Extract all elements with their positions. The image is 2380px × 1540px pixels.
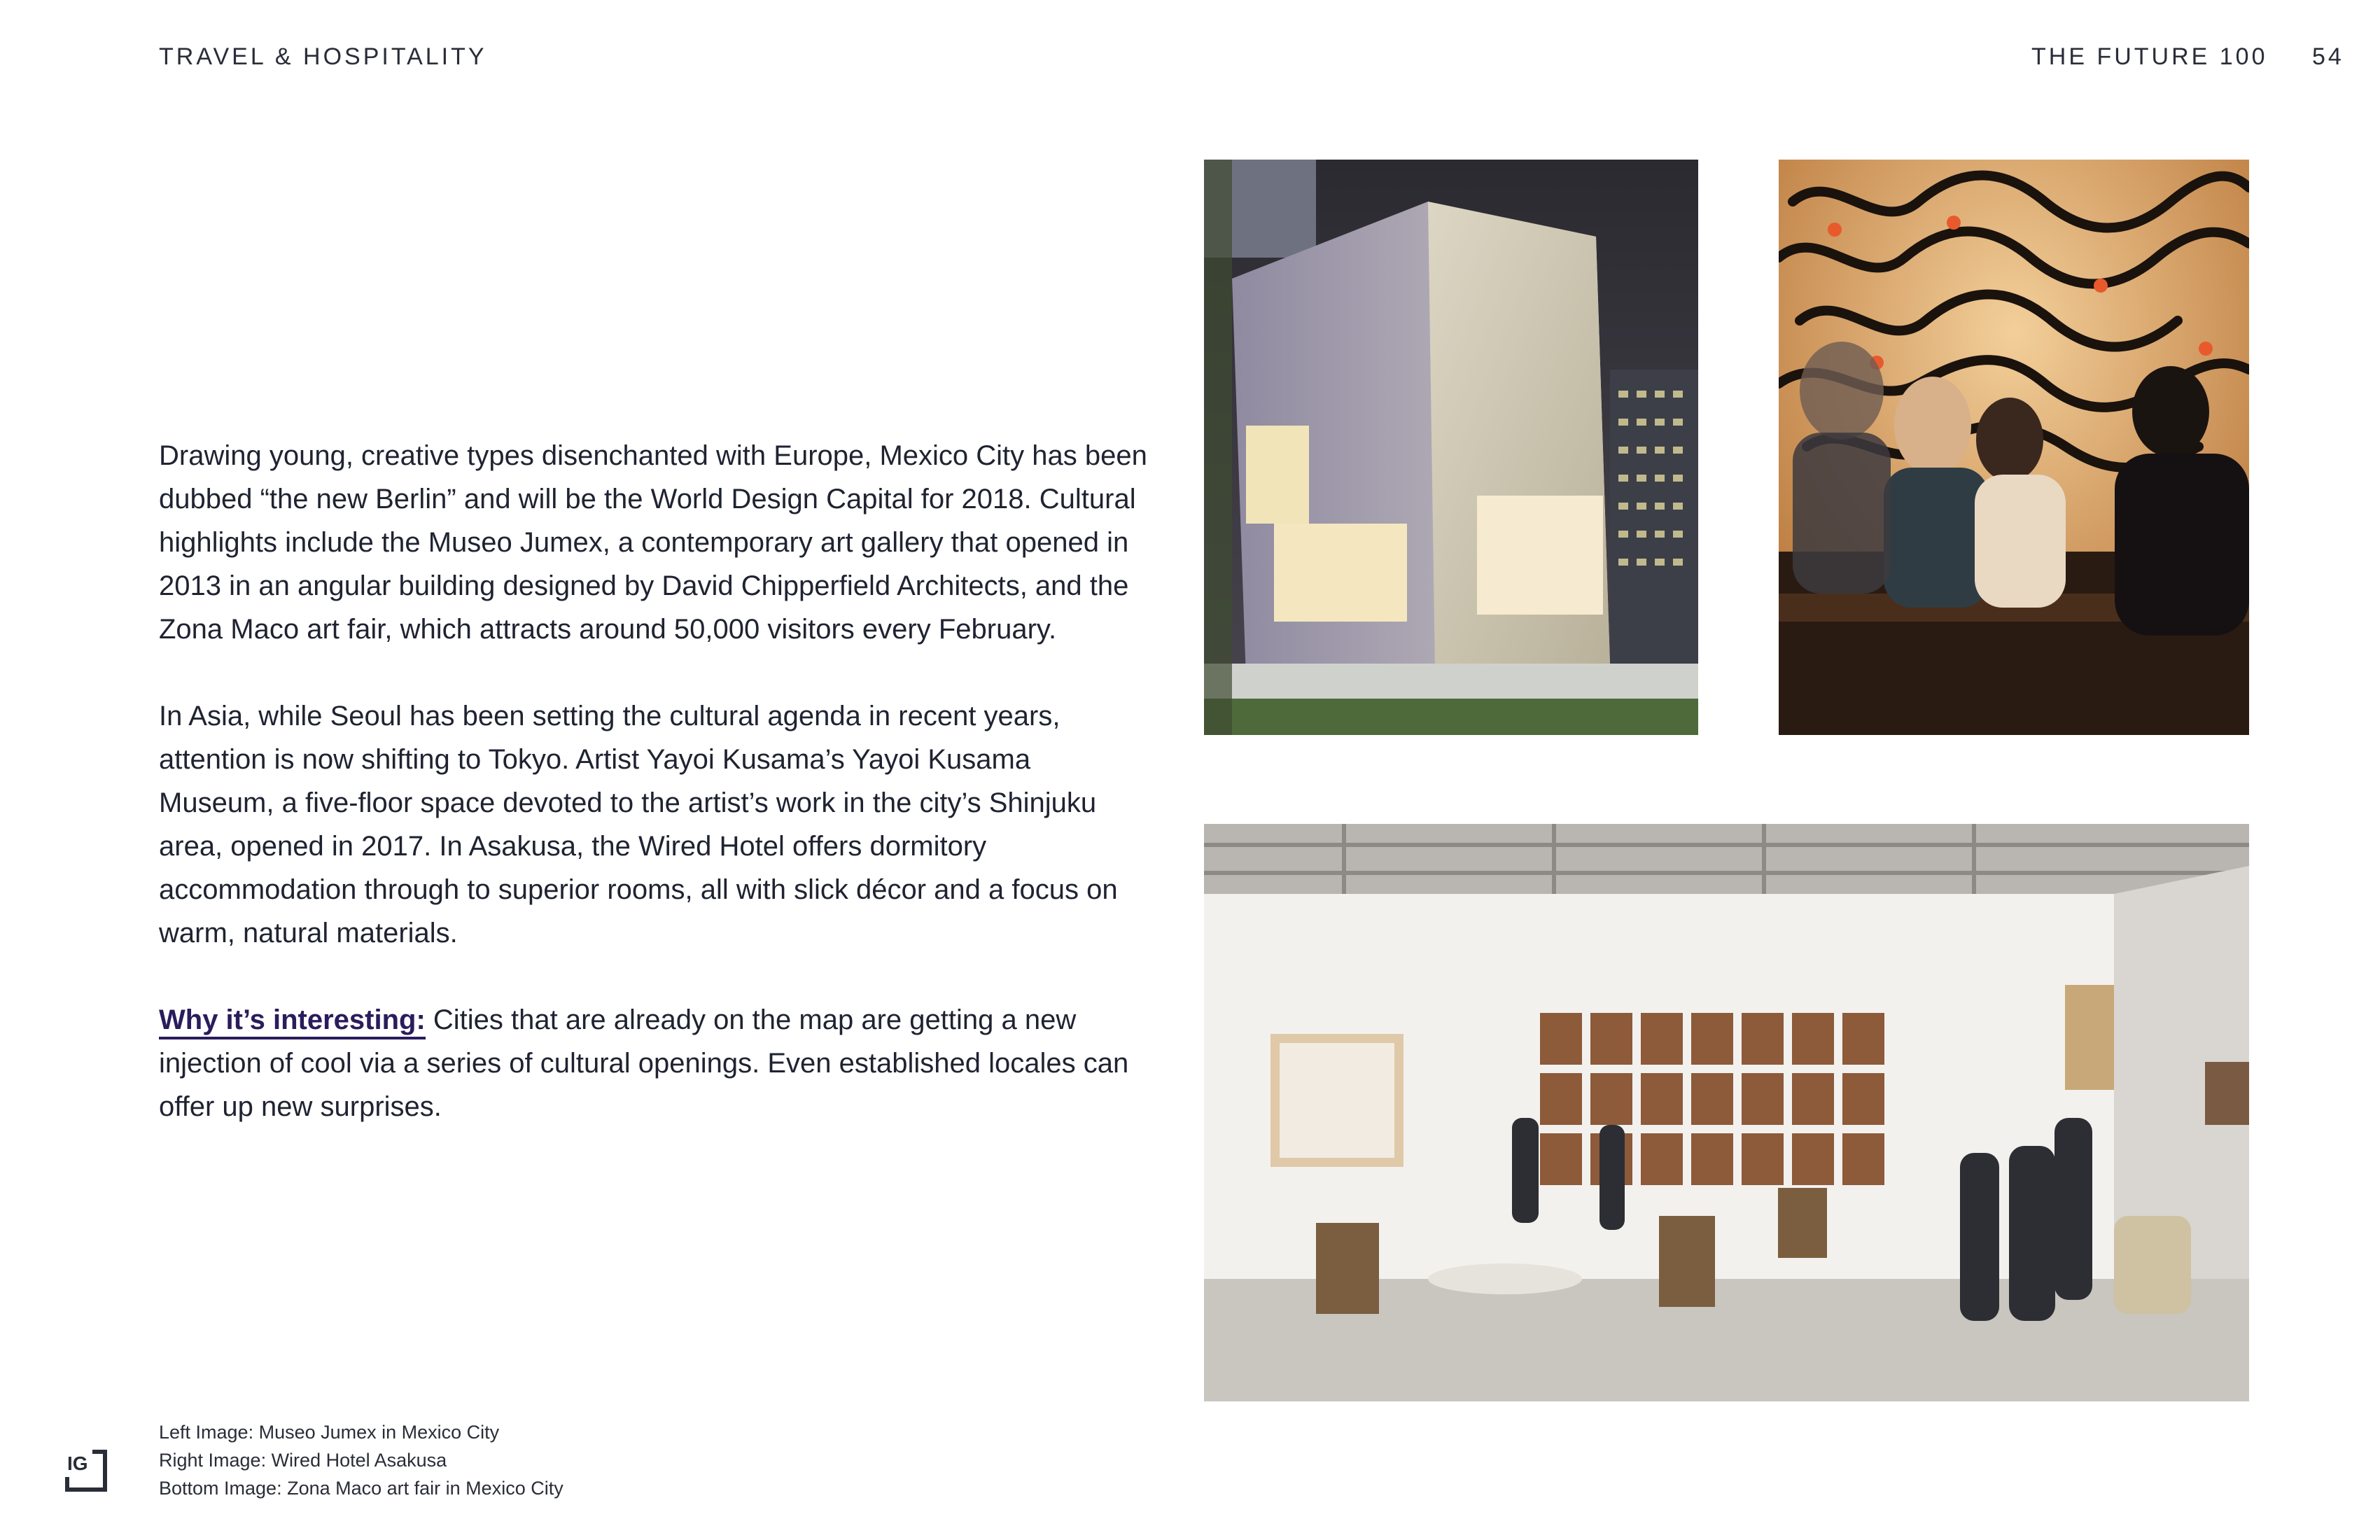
museo-jumex-photo [1204,160,1698,735]
why-interesting-label: Why it’s interesting: [159,1004,426,1040]
caption-left-image: Left Image: Museo Jumex in Mexico City [159,1422,500,1443]
paragraph-why-interesting [159,998,1153,1128]
section-label: TRAVEL & HOSPITALITY [159,43,487,70]
publication-title: THE FUTURE 100 [2031,43,2268,70]
ig-logo [64,1449,108,1492]
why-interesting-text: Cities that are already on the map are getting a new injection of cool via a series of cultural openings. Even established locales can offer up new surprises. [159,1004,1129,1122]
zona-maco-photo [1204,824,2249,1401]
svg-text:IG: IG [67,1452,88,1474]
paragraph-tokyo: In Asia, while Seoul has been setting the cultural agenda in recent years, attention is now shifting to Tokyo. Artist Yayoi Kusama’s Yayoi Kusama Museum, a five-floor space devoted to the artist’s work in the city’s Shinjuku area, opened in 2017. In Asakusa, the Wired Hotel offers dormitory accommodation through to superior rooms, all with slick décor and a focus on warm, natural materials. [159,701,1118,948]
page-number: 54 [2312,43,2344,70]
image-captions [159,1418,564,1502]
wired-hotel-photo [1779,160,2249,735]
article-body [159,434,1153,1172]
caption-bottom-image: Bottom Image: Zona Maco art fair in Mexico City [159,1478,564,1499]
paragraph-mexico-city: Drawing young, creative types disenchanted with Europe, Mexico City has been dubbed “the new Berlin” and will be the World Design Capital for 2018. Cultural highlights include the Museo Jumex, a contemporary art gallery that opened in 2013 in an angular building designed by David Chipperfield Architects, and the Zona Maco art fair, which attracts around 50,000 visitors every February. [159,440,1147,645]
caption-right-image: Right Image: Wired Hotel Asakusa [159,1450,447,1471]
